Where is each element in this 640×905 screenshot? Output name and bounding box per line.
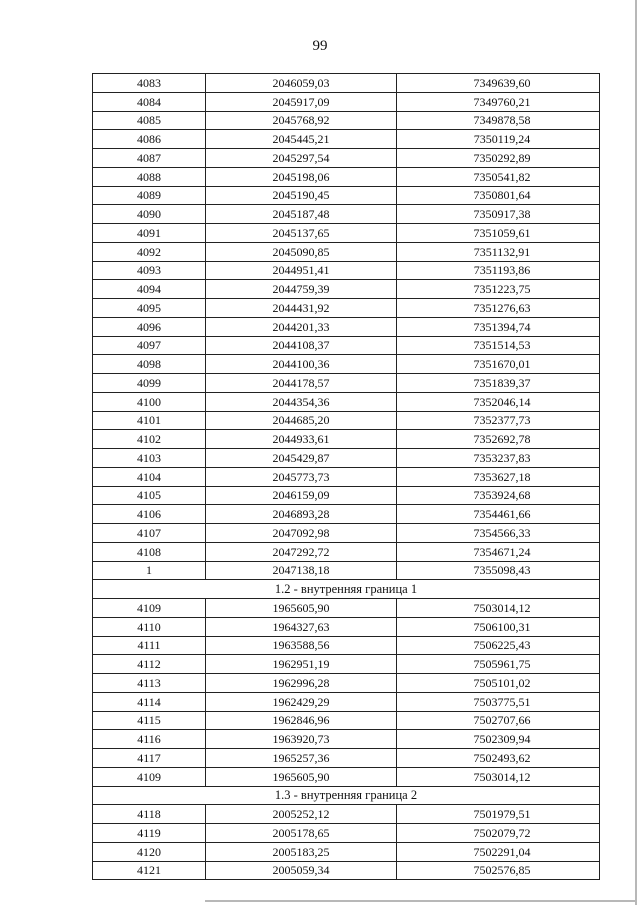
point-number-cell: 4112	[93, 655, 206, 674]
table-row	[93, 824, 600, 843]
table-row	[93, 205, 600, 224]
x-coordinate-cell: 1965257,36	[206, 749, 397, 768]
point-number-cell: 4087	[93, 149, 206, 168]
x-coordinate-cell: 2005183,25	[206, 842, 397, 861]
table-row	[93, 655, 600, 674]
x-coordinate-cell: 2045429,87	[206, 449, 397, 468]
table-row	[93, 467, 600, 486]
point-number-cell: 4104	[93, 467, 206, 486]
x-coordinate-cell: 2047292,72	[206, 542, 397, 561]
page-number: 99	[312, 38, 328, 54]
x-coordinate-cell: 2044201,33	[206, 317, 397, 336]
x-coordinate-cell: 2045297,54	[206, 149, 397, 168]
point-number-cell: 4120	[93, 842, 206, 861]
y-coordinate-cell: 7505101,02	[397, 674, 600, 693]
table-row	[93, 92, 600, 111]
scan-edge-bottom	[205, 900, 637, 902]
coordinates-table	[92, 73, 600, 880]
point-number-cell: 4100	[93, 392, 206, 411]
section-heading: 1.3 - внутренняя граница 2	[93, 786, 600, 805]
x-coordinate-cell: 2044933,61	[206, 430, 397, 449]
y-coordinate-cell: 7352692,78	[397, 430, 600, 449]
table-row	[93, 299, 600, 318]
section-heading-row	[93, 580, 600, 599]
y-coordinate-cell: 7352046,14	[397, 392, 600, 411]
coordinates-table-body	[93, 74, 600, 880]
table-row	[93, 261, 600, 280]
point-number-cell: 1	[93, 561, 206, 580]
x-coordinate-cell: 1964327,63	[206, 617, 397, 636]
y-coordinate-cell: 7351394,74	[397, 317, 600, 336]
point-number-cell: 4092	[93, 242, 206, 261]
table-row	[93, 486, 600, 505]
x-coordinate-cell: 2045137,65	[206, 224, 397, 243]
y-coordinate-cell: 7506225,43	[397, 636, 600, 655]
x-coordinate-cell: 2046893,28	[206, 505, 397, 524]
x-coordinate-cell: 2045917,09	[206, 92, 397, 111]
x-coordinate-cell: 2045090,85	[206, 242, 397, 261]
x-coordinate-cell: 2044178,57	[206, 374, 397, 393]
x-coordinate-cell: 1962846,96	[206, 711, 397, 730]
y-coordinate-cell: 7350801,64	[397, 186, 600, 205]
table-row	[93, 280, 600, 299]
y-coordinate-cell: 7351223,75	[397, 280, 600, 299]
y-coordinate-cell: 7502707,66	[397, 711, 600, 730]
point-number-cell: 4109	[93, 767, 206, 786]
x-coordinate-cell: 1962429,29	[206, 692, 397, 711]
x-coordinate-cell: 2044431,92	[206, 299, 397, 318]
point-number-cell: 4107	[93, 524, 206, 543]
y-coordinate-cell: 7355098,43	[397, 561, 600, 580]
point-number-cell: 4115	[93, 711, 206, 730]
table-row	[93, 805, 600, 824]
y-coordinate-cell: 7352377,73	[397, 411, 600, 430]
x-coordinate-cell: 2005252,12	[206, 805, 397, 824]
y-coordinate-cell: 7350119,24	[397, 130, 600, 149]
y-coordinate-cell: 7350541,82	[397, 167, 600, 186]
section-heading-row	[93, 786, 600, 805]
point-number-cell: 4088	[93, 167, 206, 186]
x-coordinate-cell: 2005178,65	[206, 824, 397, 843]
y-coordinate-cell: 7501979,51	[397, 805, 600, 824]
x-coordinate-cell: 2045190,45	[206, 186, 397, 205]
y-coordinate-cell: 7502493,62	[397, 749, 600, 768]
point-number-cell: 4089	[93, 186, 206, 205]
table-row	[93, 692, 600, 711]
table-row	[93, 711, 600, 730]
point-number-cell: 4113	[93, 674, 206, 693]
x-coordinate-cell: 2046059,03	[206, 74, 397, 93]
table-row	[93, 149, 600, 168]
y-coordinate-cell: 7503014,12	[397, 599, 600, 618]
y-coordinate-cell: 7350292,89	[397, 149, 600, 168]
x-coordinate-cell: 1962951,19	[206, 655, 397, 674]
table-row	[93, 449, 600, 468]
point-number-cell: 4118	[93, 805, 206, 824]
x-coordinate-cell: 2005059,34	[206, 861, 397, 880]
y-coordinate-cell: 7351193,86	[397, 261, 600, 280]
y-coordinate-cell: 7351059,61	[397, 224, 600, 243]
y-coordinate-cell: 7353237,83	[397, 449, 600, 468]
point-number-cell: 4097	[93, 336, 206, 355]
point-number-cell: 4086	[93, 130, 206, 149]
y-coordinate-cell: 7349639,60	[397, 74, 600, 93]
point-number-cell: 4110	[93, 617, 206, 636]
table-row	[93, 842, 600, 861]
y-coordinate-cell: 7503775,51	[397, 692, 600, 711]
x-coordinate-cell: 2045198,06	[206, 167, 397, 186]
x-coordinate-cell: 2045445,21	[206, 130, 397, 149]
table-row	[93, 317, 600, 336]
table-row	[93, 336, 600, 355]
point-number-cell: 4116	[93, 730, 206, 749]
x-coordinate-cell: 2047092,98	[206, 524, 397, 543]
x-coordinate-cell: 2044354,36	[206, 392, 397, 411]
x-coordinate-cell: 2044100,36	[206, 355, 397, 374]
table-row	[93, 411, 600, 430]
x-coordinate-cell: 1963588,56	[206, 636, 397, 655]
x-coordinate-cell: 1965605,90	[206, 767, 397, 786]
x-coordinate-cell: 2045187,48	[206, 205, 397, 224]
table-row	[93, 749, 600, 768]
point-number-cell: 4106	[93, 505, 206, 524]
y-coordinate-cell: 7354461,66	[397, 505, 600, 524]
table-row	[93, 167, 600, 186]
table-row	[93, 392, 600, 411]
y-coordinate-cell: 7506100,31	[397, 617, 600, 636]
table-row	[93, 599, 600, 618]
point-number-cell: 4085	[93, 111, 206, 130]
scan-edge-right	[635, 0, 637, 905]
point-number-cell: 4083	[93, 74, 206, 93]
table-row	[93, 861, 600, 880]
table-row	[93, 242, 600, 261]
y-coordinate-cell: 7353924,68	[397, 486, 600, 505]
table-row	[93, 355, 600, 374]
point-number-cell: 4111	[93, 636, 206, 655]
y-coordinate-cell: 7354671,24	[397, 542, 600, 561]
point-number-cell: 4091	[93, 224, 206, 243]
point-number-cell: 4117	[93, 749, 206, 768]
table-row	[93, 374, 600, 393]
table-row	[93, 430, 600, 449]
y-coordinate-cell: 7351670,01	[397, 355, 600, 374]
point-number-cell: 4109	[93, 599, 206, 618]
y-coordinate-cell: 7502079,72	[397, 824, 600, 843]
y-coordinate-cell: 7505961,75	[397, 655, 600, 674]
x-coordinate-cell: 2044685,20	[206, 411, 397, 430]
y-coordinate-cell: 7502291,04	[397, 842, 600, 861]
table-row	[93, 730, 600, 749]
y-coordinate-cell: 7353627,18	[397, 467, 600, 486]
y-coordinate-cell: 7502309,94	[397, 730, 600, 749]
x-coordinate-cell: 1963920,73	[206, 730, 397, 749]
table-row	[93, 224, 600, 243]
point-number-cell: 4101	[93, 411, 206, 430]
point-number-cell: 4114	[93, 692, 206, 711]
y-coordinate-cell: 7351276,63	[397, 299, 600, 318]
table-row	[93, 186, 600, 205]
x-coordinate-cell: 2046159,09	[206, 486, 397, 505]
x-coordinate-cell: 1962996,28	[206, 674, 397, 693]
point-number-cell: 4102	[93, 430, 206, 449]
table-row	[93, 636, 600, 655]
y-coordinate-cell: 7350917,38	[397, 205, 600, 224]
y-coordinate-cell: 7503014,12	[397, 767, 600, 786]
point-number-cell: 4093	[93, 261, 206, 280]
point-number-cell: 4099	[93, 374, 206, 393]
point-number-cell: 4084	[93, 92, 206, 111]
table-row	[93, 111, 600, 130]
y-coordinate-cell: 7351514,53	[397, 336, 600, 355]
x-coordinate-cell: 1965605,90	[206, 599, 397, 618]
point-number-cell: 4119	[93, 824, 206, 843]
point-number-cell: 4105	[93, 486, 206, 505]
point-number-cell: 4090	[93, 205, 206, 224]
table-row	[93, 617, 600, 636]
table-row	[93, 561, 600, 580]
x-coordinate-cell: 2045773,73	[206, 467, 397, 486]
table-row	[93, 74, 600, 93]
point-number-cell: 4095	[93, 299, 206, 318]
table-row	[93, 674, 600, 693]
x-coordinate-cell: 2044108,37	[206, 336, 397, 355]
point-number-cell: 4096	[93, 317, 206, 336]
y-coordinate-cell: 7349760,21	[397, 92, 600, 111]
point-number-cell: 4108	[93, 542, 206, 561]
point-number-cell: 4121	[93, 861, 206, 880]
point-number-cell: 4103	[93, 449, 206, 468]
y-coordinate-cell: 7354566,33	[397, 524, 600, 543]
y-coordinate-cell: 7351839,37	[397, 374, 600, 393]
y-coordinate-cell: 7349878,58	[397, 111, 600, 130]
table-row	[93, 130, 600, 149]
y-coordinate-cell: 7502576,85	[397, 861, 600, 880]
point-number-cell: 4094	[93, 280, 206, 299]
y-coordinate-cell: 7351132,91	[397, 242, 600, 261]
point-number-cell: 4098	[93, 355, 206, 374]
x-coordinate-cell: 2044951,41	[206, 261, 397, 280]
table-row	[93, 767, 600, 786]
x-coordinate-cell: 2044759,39	[206, 280, 397, 299]
table-row	[93, 542, 600, 561]
x-coordinate-cell: 2045768,92	[206, 111, 397, 130]
x-coordinate-cell: 2047138,18	[206, 561, 397, 580]
section-heading: 1.2 - внутренняя граница 1	[93, 580, 600, 599]
table-row	[93, 524, 600, 543]
table-row	[93, 505, 600, 524]
